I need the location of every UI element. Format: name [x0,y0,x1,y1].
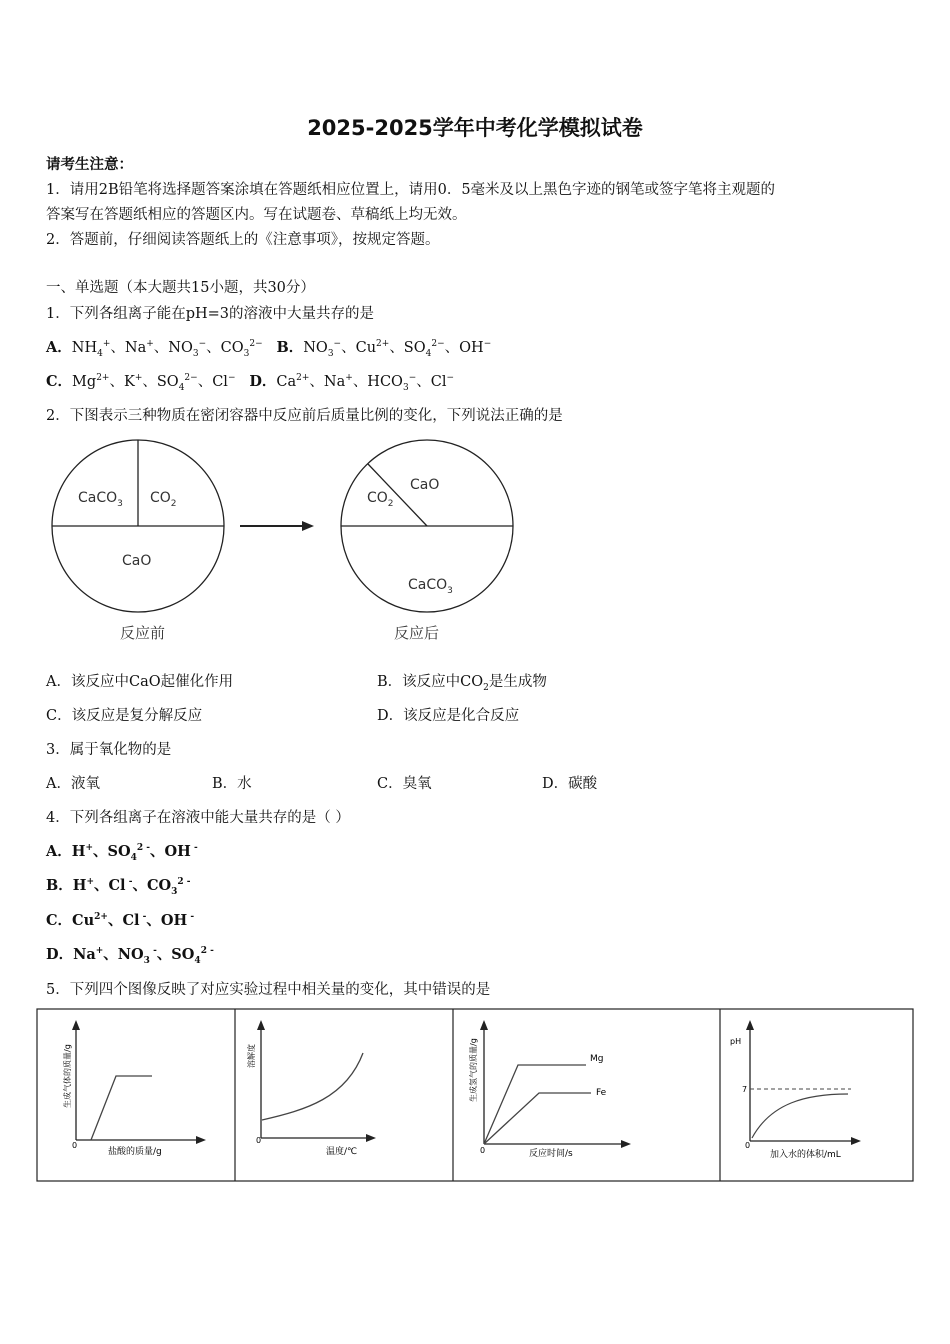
q1-label-a: A． [46,339,72,356]
graph-3 [468,1020,631,1159]
svg-text:Mg: Mg [590,1054,604,1064]
page-title: 2025-2025学年中考化学模拟试卷 [307,116,643,140]
graph-2 [246,1020,376,1157]
q4-stem: 4．下列各组离子在溶液中能大量共存的是（ ） [46,810,350,826]
q5-stem: 5．下列四个图像反映了对应实验过程中相关量的变化，其中错误的是 [46,982,491,998]
graph-4 [730,1020,861,1160]
after-caption: 反应后 [394,624,440,642]
svg-text:0: 0 [745,1141,751,1150]
q2-option-b: B．该反应中$CO_2$是生成物 [377,674,547,693]
q3-option-a: A．液氧 [46,776,100,792]
q1-options-cd: C．$Mg^{2+}$、K+、$SO_4^{2-}$、Cl− D．$Ca^{2+}$、Na+、$HCO_3^-$、Cl− [46,373,455,393]
q2-option-a: A．该反应中CaO起催化作用 [46,674,234,690]
q2-stem: 2．下图表示三种物质在密闭容器中反应前后质量比例的变化，下列说法正确的是 [46,408,563,424]
q1-stem: 1．下列各组离子能在pH=3的溶液中大量共存的是 [46,306,375,322]
q2-option-c: C．该反应是复分解反应 [46,708,203,724]
before-cao-label: CaO [122,553,152,569]
before-caption: 反应前 [120,624,166,642]
q5-graph-table [36,1008,916,1184]
q1-label-d: D． [249,373,277,390]
q1-label-b: B． [276,339,304,356]
notice-heading: 请考生注意： [46,156,133,173]
q3-option-c: C．臭氧 [377,776,432,792]
graph-1 [62,1020,206,1157]
q1-label-c: C． [46,373,73,390]
before-co2-label: $CO_2$ [150,490,177,509]
svg-text:0: 0 [480,1146,486,1155]
q4-option-a: A．H+、$SO_4^{2 -}$、OH - [46,843,198,863]
after-cao-label: CaO [410,477,440,493]
svg-text:溶解度: 溶解度 [247,1044,256,1068]
svg-text:温度/℃: 温度/℃ [326,1147,358,1157]
q2-pie-diagram [40,432,540,652]
svg-text:0: 0 [256,1136,262,1145]
svg-text:反应时间/s: 反应时间/s [529,1149,573,1159]
svg-text:生成氢气的质量/g: 生成氢气的质量/g [469,1038,478,1102]
q1-options-ab: A．$NH_4^+$、Na+、$NO_3^-$、$CO_3^{2-}$ B．$NO_3^-$、$Cu^{2+}$、$SO_4^{2-}$、OH− [46,339,492,359]
svg-text:加入水的体积/mL: 加入水的体积/mL [770,1150,841,1160]
svg-text:pH: pH [730,1037,742,1046]
q2-option-d: D．该反应是化合反应 [377,708,520,724]
q4-option-b: B．H+、Cl -、$CO_3^{2 -}$ [46,877,191,897]
svg-text:Fe: Fe [596,1088,607,1098]
before-caco3-label: CaCO$_3$ [78,490,123,509]
section-heading: 一、单选题（本大题共15小题，共30分） [46,280,315,296]
q3-stem: 3．属于氧化物的是 [46,742,172,758]
notice-line-1b: 答案写在答题纸相应的答题区内。写在试题卷、草稿纸上均无效。 [46,207,467,223]
q3-option-b: B．水 [212,776,252,792]
svg-text:7: 7 [742,1085,748,1094]
q4-option-d: D．Na+、$NO_3$ -、$SO_4^{2 -}$ [46,946,214,966]
svg-text:0: 0 [72,1141,78,1150]
notice-line-2: 2．答题前，仔细阅读答题纸上的《注意事项》，按规定答题。 [46,232,440,248]
after-caco3-label: CaCO$_3$ [408,577,453,596]
q4-option-c: C．$Cu^{2+}$、Cl -、OH - [46,912,195,929]
svg-text:生成气体的质量/g: 生成气体的质量/g [63,1044,72,1108]
notice-line-1: 1．请用2B铅笔将选择题答案涂填在答题纸相应位置上，请用0．5毫米及以上黑色字迹的钢笔或签字笔将主观题的 [46,182,776,198]
q3-option-d: D．碳酸 [542,776,598,792]
svg-text:盐酸的质量/g: 盐酸的质量/g [108,1147,162,1157]
after-co2-label: $CO_2$ [367,490,394,509]
